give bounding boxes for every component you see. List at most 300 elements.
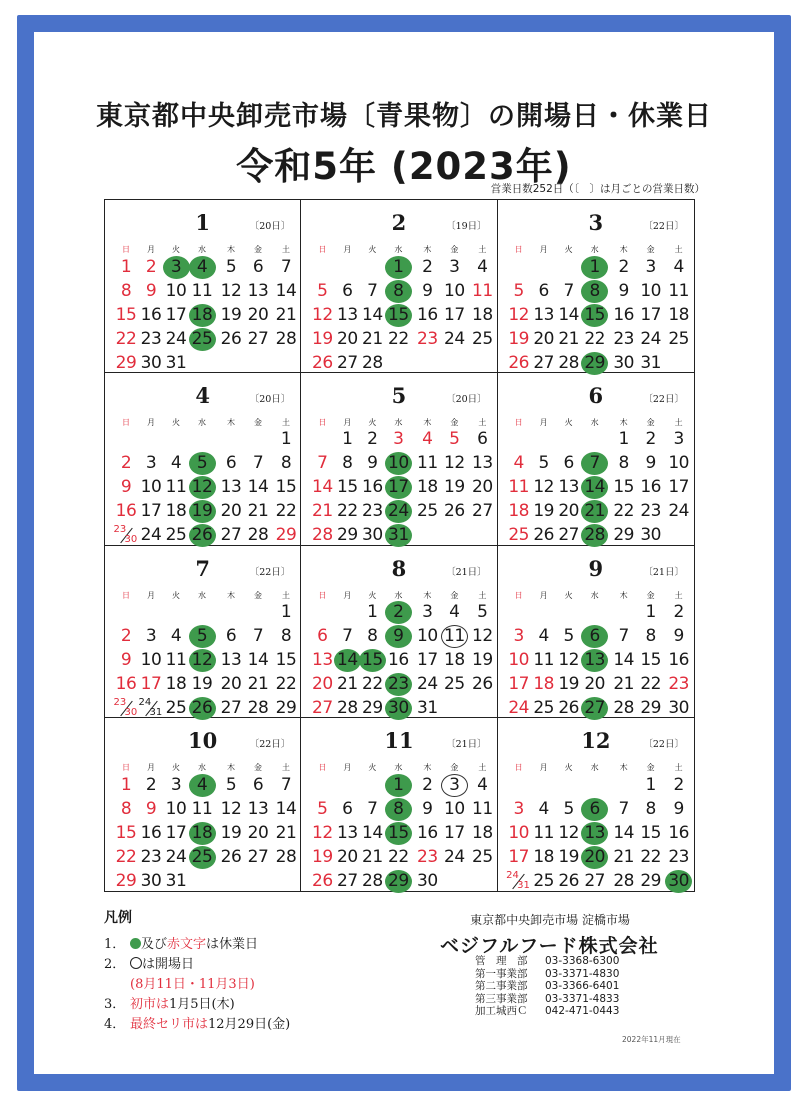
- weekday-label: 火: [368, 245, 377, 254]
- day-cell: 2: [673, 774, 684, 795]
- weekday-label: 土: [674, 245, 683, 254]
- month-business-days: 〔20日〕: [249, 221, 291, 232]
- day-cell: 27: [220, 525, 242, 546]
- day-cell: 29: [115, 352, 137, 373]
- day-cell-closed: 6: [581, 625, 608, 648]
- weekday-label: 水: [198, 417, 206, 427]
- weekday-label: 火: [564, 417, 573, 427]
- day-cell: 22: [388, 328, 409, 349]
- day-cell: 5: [563, 626, 574, 646]
- day-cell: 9: [422, 798, 433, 819]
- weekday-label: 土: [282, 417, 290, 427]
- day-cell: 26: [558, 698, 579, 718]
- day-cell: 7: [618, 626, 629, 646]
- day-cell: 16: [668, 650, 689, 670]
- day-cell: 26: [312, 870, 333, 891]
- day-cell: 25: [508, 525, 529, 546]
- day-cell: 3: [449, 256, 460, 277]
- day-cell: 20: [472, 477, 493, 498]
- day-cell: 9: [673, 626, 684, 646]
- day-cell-closed: 8: [385, 798, 412, 821]
- weekday-label: 日: [514, 245, 523, 254]
- weekday-label: 日: [318, 417, 327, 427]
- day-cell: 11: [417, 453, 438, 474]
- day-cell-closed: 23: [385, 673, 412, 696]
- day-cell: 1: [280, 602, 292, 622]
- day-cell-closed: 2: [385, 601, 412, 624]
- month-2: [301, 200, 497, 373]
- month-number: 10: [188, 728, 218, 754]
- day-cell: 13: [533, 304, 554, 325]
- department-name: 第一事業部: [475, 967, 528, 980]
- day-cell: 14: [558, 304, 579, 325]
- contact-row: [475, 993, 619, 1006]
- day-cell: 4: [538, 798, 549, 819]
- day-cell: 11: [533, 650, 554, 670]
- legend-red-text: 赤文字: [167, 937, 207, 952]
- day-cell: 19: [508, 328, 529, 349]
- day-cell: 16: [140, 304, 162, 325]
- day-cell-closed: 26: [189, 524, 216, 547]
- day-cell: 23: [362, 501, 383, 522]
- weekday-label: 月: [343, 590, 352, 600]
- weekday-label: 木: [227, 417, 235, 427]
- legend-text: 及び: [141, 937, 168, 952]
- day-cell: 20: [533, 328, 554, 349]
- day-cell: 8: [120, 798, 132, 819]
- phone-number: 03-3366-6401: [545, 980, 620, 992]
- day-cell: 21: [362, 328, 383, 349]
- weekday-label: 土: [478, 245, 487, 254]
- day-cell: 12: [312, 822, 333, 843]
- day-cell-closed: 18: [189, 304, 216, 327]
- combined-date: [505, 870, 532, 893]
- legend-num: 4．: [104, 1017, 126, 1032]
- weekday-label: 土: [674, 763, 683, 773]
- legend-open-dates: (8月11日・11月3日): [130, 977, 255, 992]
- day-cell: 22: [640, 846, 661, 867]
- day-cell-closed: 17: [385, 476, 412, 499]
- day-cell: 21: [613, 846, 634, 867]
- weekday-label: 水: [590, 245, 599, 254]
- day-cell: 25: [165, 698, 187, 718]
- day-cell: 11: [165, 650, 187, 670]
- day-cell: 25: [165, 525, 187, 546]
- day-cell: 22: [613, 501, 634, 522]
- legend-num: 2．: [104, 957, 126, 972]
- day-cell: 24: [508, 698, 529, 718]
- weekday-label: 水: [394, 763, 403, 773]
- combined-date-upper: 23: [113, 524, 127, 536]
- day-cell: 3: [513, 626, 524, 646]
- day-cell: 18: [444, 650, 465, 670]
- day-cell: 5: [538, 453, 549, 474]
- weekday-label: 木: [227, 590, 235, 600]
- weekday-label: 月: [147, 763, 155, 773]
- day-cell: 21: [558, 328, 579, 349]
- legend-num: 1．: [104, 937, 126, 952]
- day-cell: 16: [140, 822, 162, 843]
- day-cell-closed: 15: [359, 649, 386, 672]
- weekday-label: 月: [539, 245, 548, 254]
- day-cell: 30: [362, 525, 383, 546]
- printed-date: 2022年11月現在: [622, 1035, 681, 1044]
- day-cell: 23: [417, 328, 438, 349]
- day-cell: 1: [618, 429, 629, 450]
- day-cell: 30: [417, 870, 438, 891]
- weekday-label: 水: [590, 417, 599, 427]
- day-cell-closed: 9: [385, 625, 412, 648]
- month-number: 3: [588, 210, 604, 235]
- month-5: [301, 373, 497, 546]
- day-cell: 20: [220, 674, 242, 694]
- day-cell-closed: 26: [189, 697, 216, 720]
- weekday-label: 土: [674, 590, 683, 600]
- month-1: [105, 200, 301, 373]
- day-cell: 9: [645, 453, 656, 474]
- department-name: 加工城西Ｃ: [475, 1005, 528, 1017]
- day-cell: 12: [533, 477, 554, 498]
- contact-row: [475, 968, 619, 981]
- weekday-label: 火: [172, 590, 180, 600]
- day-cell: 26: [312, 352, 333, 373]
- day-cell: 30: [668, 698, 689, 718]
- day-cell: 30: [613, 352, 634, 373]
- day-cell: 5: [449, 429, 460, 450]
- weekday-label: 土: [478, 417, 487, 427]
- day-cell: 17: [668, 477, 689, 498]
- day-cell: 23: [140, 846, 162, 867]
- day-cell: 10: [444, 280, 465, 301]
- weekday-label: 土: [478, 590, 487, 600]
- day-cell: 28: [613, 870, 634, 891]
- weekday-label: 月: [343, 417, 352, 427]
- day-cell-closed: 1: [385, 256, 412, 279]
- day-cell: 22: [640, 674, 661, 694]
- day-cell: 16: [668, 822, 689, 843]
- legend-item-last-auction: [104, 1015, 290, 1035]
- day-cell: 16: [362, 477, 383, 498]
- day-cell: 8: [618, 453, 629, 474]
- day-cell-closed: 24: [385, 500, 412, 523]
- month-7: [105, 546, 301, 719]
- day-cell: 22: [275, 674, 297, 694]
- day-cell: 14: [275, 798, 297, 819]
- day-cell: 22: [275, 501, 297, 522]
- day-cell-closed: 7: [581, 452, 608, 475]
- day-cell: 19: [472, 650, 493, 670]
- month-business-days: 〔22日〕: [643, 393, 684, 405]
- day-cell: 18: [533, 846, 554, 867]
- weekday-label: 月: [147, 245, 155, 254]
- day-cell: 7: [280, 774, 292, 795]
- month-business-days: 〔22日〕: [249, 739, 291, 751]
- day-cell: 14: [613, 650, 634, 670]
- weekday-label: 金: [254, 417, 262, 427]
- day-cell: 10: [668, 453, 689, 474]
- day-cell: 2: [645, 429, 656, 450]
- weekday-label: 火: [172, 245, 180, 254]
- day-cell: 29: [275, 698, 297, 718]
- weekday-label: 水: [198, 245, 206, 254]
- day-cell: 13: [312, 650, 333, 670]
- month-number: 9: [588, 555, 604, 581]
- day-cell: 3: [673, 429, 684, 450]
- day-cell: 27: [584, 870, 605, 891]
- combined-date: [113, 524, 140, 547]
- day-cell: 11: [533, 822, 554, 843]
- day-cell: 25: [472, 328, 493, 349]
- weekday-label: 金: [646, 590, 655, 600]
- combined-date: [138, 697, 165, 720]
- combined-date-lower: 31: [149, 707, 163, 718]
- day-cell: 18: [472, 304, 493, 325]
- weekday-label: 火: [172, 417, 180, 427]
- month-number: 11: [384, 728, 414, 754]
- weekday-label: 月: [539, 590, 548, 600]
- day-cell: 16: [115, 501, 137, 522]
- month-business-days: 〔22日〕: [643, 739, 684, 751]
- day-cell: 16: [640, 477, 661, 498]
- month-number: 8: [391, 555, 407, 581]
- day-cell: 2: [422, 256, 433, 277]
- phone-number: 042-471-0443: [545, 1005, 620, 1017]
- day-cell: 5: [225, 256, 237, 277]
- day-cell: 6: [225, 453, 237, 474]
- weekday-label: 水: [394, 245, 403, 254]
- day-cell: 11: [472, 798, 493, 819]
- day-cell: 27: [247, 328, 269, 349]
- weekday-label: 日: [318, 763, 327, 773]
- month-3: [498, 200, 694, 373]
- day-cell: 15: [275, 477, 297, 498]
- day-cell: 28: [312, 525, 333, 546]
- month-business-days: 〔21日〕: [446, 566, 487, 578]
- legend-num: 3．: [104, 997, 126, 1012]
- day-cell: 8: [645, 798, 656, 819]
- day-cell: 13: [337, 822, 358, 843]
- day-cell: 23: [417, 846, 438, 867]
- day-cell: 13: [247, 280, 269, 301]
- day-cell-closed: 3: [163, 256, 190, 279]
- day-cell: 21: [247, 501, 269, 522]
- weekday-label: 水: [198, 590, 206, 600]
- day-cell: 15: [337, 477, 358, 498]
- day-cell: 27: [472, 501, 493, 522]
- day-cell: 4: [449, 602, 460, 622]
- day-cell: 28: [247, 525, 269, 546]
- day-cell: 11: [165, 477, 187, 498]
- weekday-label: 木: [227, 763, 235, 773]
- phone-number: 03-3371-4833: [545, 992, 620, 1005]
- day-cell-closed: 8: [581, 280, 608, 303]
- day-cell: 26: [220, 846, 242, 867]
- day-cell-closed: 14: [334, 649, 361, 672]
- weekday-label: 火: [172, 763, 180, 773]
- day-cell: 17: [165, 822, 187, 843]
- day-cell: 19: [220, 822, 242, 843]
- day-cell-closed: 28: [581, 524, 608, 547]
- day-cell: 5: [225, 774, 237, 795]
- day-cell: 8: [280, 453, 292, 474]
- weekday-label: 水: [590, 763, 599, 773]
- weekday-label: 日: [514, 417, 523, 427]
- day-cell-closed: 1: [385, 774, 412, 797]
- day-cell: 28: [337, 698, 358, 718]
- day-cell: 6: [225, 626, 237, 646]
- day-cell: 21: [312, 501, 333, 522]
- day-cell: 22: [388, 846, 409, 867]
- day-cell: 24: [140, 525, 162, 546]
- day-cell: 27: [533, 352, 554, 373]
- day-cell: 2: [618, 256, 629, 277]
- weekday-label: 金: [450, 245, 459, 254]
- weekday-label: 金: [646, 763, 655, 773]
- day-cell-open: 3: [441, 774, 468, 797]
- day-cell: 16: [417, 304, 438, 325]
- day-cell: 24: [668, 501, 689, 522]
- legend-text: 1月5日(木): [169, 997, 235, 1012]
- day-cell: 2: [120, 626, 132, 646]
- day-cell: 11: [668, 280, 689, 301]
- day-cell: 22: [115, 846, 137, 867]
- weekday-label: 金: [450, 763, 459, 773]
- day-cell: 10: [508, 822, 529, 843]
- weekday-label: 土: [282, 590, 290, 600]
- day-cell: 4: [513, 453, 524, 474]
- weekday-label: 土: [282, 245, 290, 254]
- day-cell: 29: [337, 525, 358, 546]
- day-cell: 17: [140, 674, 162, 694]
- legend-red-text: 最終セリ市は: [130, 1017, 209, 1032]
- phone-number: 03-3371-4830: [545, 967, 620, 980]
- month-business-days: 〔21日〕: [446, 739, 487, 751]
- day-cell: 2: [673, 602, 684, 622]
- weekday-label: 金: [254, 245, 262, 254]
- day-cell: 24: [444, 846, 465, 867]
- legend-text: は開場日: [142, 957, 195, 972]
- combined-date-upper: 24: [506, 869, 519, 881]
- day-cell: 18: [417, 477, 438, 498]
- day-cell: 9: [673, 798, 684, 819]
- day-cell: 8: [367, 626, 378, 646]
- weekday-label: 月: [539, 763, 548, 773]
- day-cell: 20: [337, 846, 358, 867]
- day-cell: 24: [640, 328, 661, 349]
- market-name: 東京都中央卸売市場 淀橋市場: [470, 913, 630, 927]
- weekday-label: 月: [147, 417, 155, 427]
- day-cell: 6: [342, 798, 353, 819]
- contact-row: [475, 955, 619, 968]
- day-cell: 5: [317, 798, 328, 819]
- day-cell-closed: 5: [189, 625, 216, 648]
- day-cell: 20: [337, 328, 358, 349]
- day-cell: 4: [422, 429, 433, 450]
- day-cell: 17: [444, 822, 465, 843]
- weekday-label: 金: [254, 763, 262, 773]
- day-cell: 7: [252, 453, 264, 474]
- day-cell: 9: [120, 477, 132, 498]
- weekday-label: 日: [122, 763, 130, 773]
- day-cell: 24: [165, 846, 187, 867]
- weekday-label: 木: [619, 763, 628, 773]
- day-cell-closed: 25: [189, 846, 216, 869]
- weekday-label: 木: [423, 245, 432, 254]
- day-cell: 14: [613, 822, 634, 843]
- weekday-label: 金: [450, 417, 459, 427]
- day-cell: 10: [140, 650, 162, 670]
- day-cell: 19: [312, 846, 333, 867]
- day-cell: 20: [247, 822, 269, 843]
- day-cell: 14: [247, 650, 269, 670]
- day-cell: 13: [337, 304, 358, 325]
- day-cell: 11: [472, 280, 493, 301]
- combined-date-lower: 30: [124, 534, 138, 546]
- department-name: 第三事業部: [475, 992, 528, 1005]
- day-cell: 10: [165, 280, 187, 301]
- day-cell-closed: 13: [581, 649, 608, 672]
- day-cell: 19: [533, 501, 554, 522]
- day-cell: 12: [472, 626, 493, 646]
- day-cell: 1: [645, 602, 656, 622]
- day-cell-closed: 1: [581, 256, 608, 279]
- weekday-label: 月: [147, 590, 155, 600]
- weekday-label: 日: [122, 245, 130, 254]
- month-number: 7: [195, 555, 210, 581]
- calendar-grid: [104, 199, 695, 892]
- day-cell: 25: [472, 846, 493, 867]
- contact-list: [475, 955, 619, 1018]
- day-cell-closed: 15: [581, 304, 608, 327]
- business-days-note: 営業日数252日（〔 〕は月ごとの営業日数）: [490, 183, 705, 195]
- weekday-label: 火: [564, 590, 573, 600]
- day-cell: 31: [165, 352, 187, 373]
- day-cell: 18: [668, 304, 689, 325]
- month-number: 6: [588, 382, 604, 408]
- combined-date-upper: 23: [113, 697, 127, 708]
- day-cell: 5: [477, 602, 488, 622]
- day-cell: 13: [247, 798, 269, 819]
- day-cell: 12: [558, 650, 579, 670]
- day-cell: 7: [252, 626, 264, 646]
- day-cell: 3: [645, 256, 656, 277]
- legend-title: 凡例: [104, 910, 132, 926]
- day-cell-closed: 29: [385, 870, 412, 893]
- month-business-days: 〔21日〕: [643, 566, 684, 578]
- day-cell: 22: [362, 674, 383, 694]
- weekday-label: 水: [198, 763, 206, 773]
- day-cell: 29: [275, 525, 297, 546]
- day-cell: 7: [618, 798, 629, 819]
- circle-outline-icon: [130, 957, 142, 969]
- day-cell: 10: [140, 477, 162, 498]
- day-cell: 22: [115, 328, 137, 349]
- day-cell: 24: [417, 674, 438, 694]
- day-cell: 4: [477, 774, 488, 795]
- weekday-label: 木: [423, 590, 432, 600]
- day-cell-closed: 12: [189, 649, 216, 672]
- day-cell: 12: [220, 798, 242, 819]
- day-cell: 23: [613, 328, 634, 349]
- day-cell: 14: [247, 477, 269, 498]
- weekday-label: 木: [423, 417, 432, 427]
- weekday-label: 火: [564, 245, 573, 254]
- weekday-label: 月: [343, 245, 352, 254]
- weekday-label: 日: [122, 417, 130, 427]
- day-cell: 31: [640, 352, 661, 373]
- weekday-label: 月: [343, 763, 352, 773]
- day-cell: 1: [120, 256, 132, 277]
